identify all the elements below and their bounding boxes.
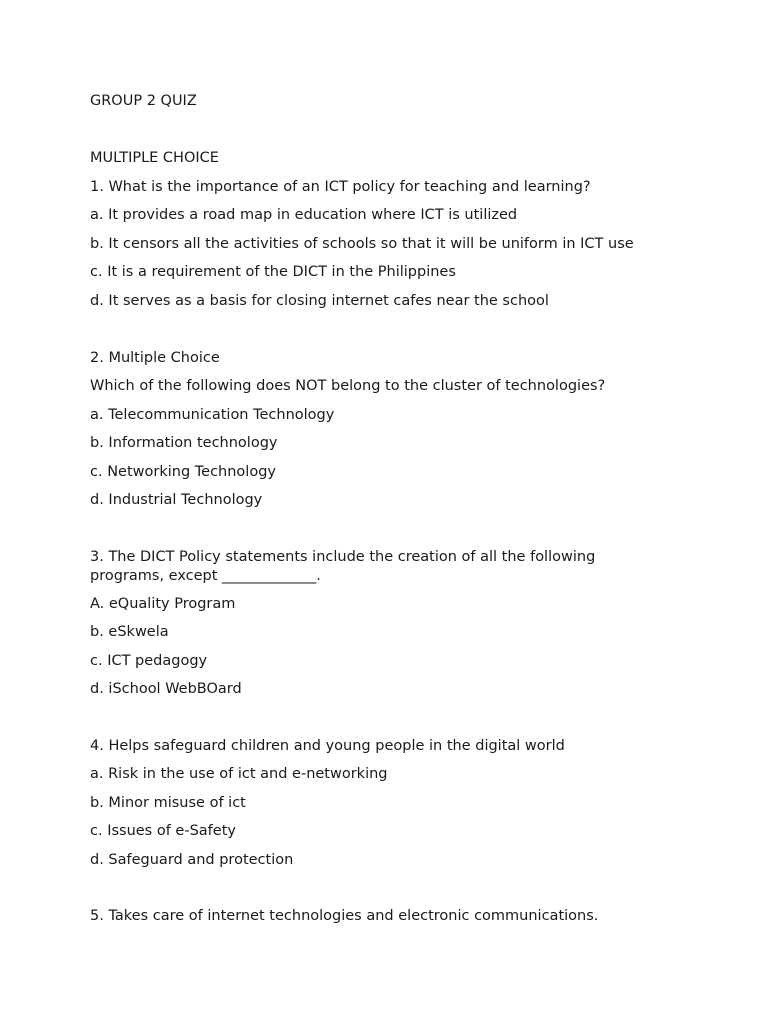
question-1-option-a: a. It provides a road map in education where ICT is utilized (90, 207, 518, 223)
question-2-option-a: a. Telecommunication Technology (90, 407, 335, 423)
question-2-option-b: b. Information technology (90, 435, 278, 451)
question-4-option-d: d. Safeguard and protection (90, 852, 294, 868)
question-1-option-c: c. It is a requirement of the DICT in the Philippines (90, 264, 456, 280)
question-2-option-d: d. Industrial Technology (90, 492, 263, 508)
question-3-option-a: A. eQuality Program (90, 596, 236, 612)
question-1-prompt: 1. What is the importance of an ICT policy for teaching and learning? (90, 179, 591, 195)
question-4-option-b: b. Minor misuse of ict (90, 795, 246, 811)
document-title: GROUP 2 QUIZ (90, 93, 197, 109)
question-1-option-d: d. It serves as a basis for closing internet cafes near the school (90, 293, 549, 309)
question-3-option-c: c. ICT pedagogy (90, 653, 208, 669)
question-3-option-d: d. iSchool WebBOard (90, 681, 242, 697)
question-3-option-b: b. eSkwela (90, 624, 169, 640)
question-2-prompt: Which of the following does NOT belong to the cluster of technologies? (90, 378, 606, 394)
question-3-prompt: 3. The DICT Policy statements include the creation of all the following programs, except _____________. (90, 549, 596, 584)
question-1-option-b: b. It censors all the activities of schools so that it will be uniform in ICT use (90, 236, 634, 252)
question-2-heading: 2. Multiple Choice (90, 350, 220, 366)
question-4-option-a: a. Risk in the use of ict and e-networking (90, 766, 388, 782)
question-5-prompt: 5. Takes care of internet technologies and electronic communications. (90, 908, 599, 924)
section-heading: MULTIPLE CHOICE (90, 150, 219, 166)
question-2-option-c: c. Networking Technology (90, 464, 276, 480)
question-4-option-c: c. Issues of e-Safety (90, 823, 236, 839)
question-4-prompt: 4. Helps safeguard children and young people in the digital world (90, 738, 565, 754)
